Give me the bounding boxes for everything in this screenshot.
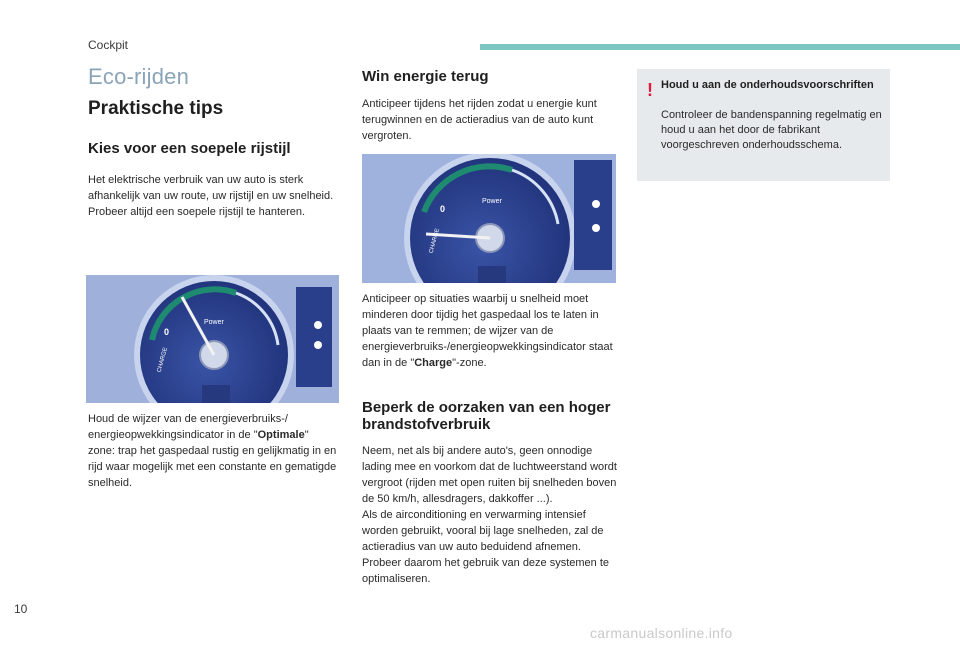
optimal-zone-paragraph [88, 411, 338, 491]
intro-paragraph: Het elektrische verbruik van uw auto is sterk afhankelijk van uw route, uw rijstijl en uw snelheid. Probeer altijd een soepele rijstijl te hanteren. [88, 174, 334, 218]
gauge-image-optimal [86, 275, 339, 403]
heading-practical-tips: Praktische tips [88, 98, 224, 119]
gauge-power-label: Power [204, 319, 224, 326]
header-accent-bar [480, 44, 960, 50]
optimal-text-before: Houd de wijzer van de energieverbruiks-/ energieopwekkingsindicator in de " [88, 413, 288, 441]
heading-smooth-driving: Kies voor een soepele rijstijl [88, 140, 291, 157]
optimal-bold: Optimale [257, 429, 305, 441]
watermark: carmanualsonline.info [590, 625, 733, 641]
recover-paragraph: Anticipeer tijdens het rijden zodat u energie kunt terugwinnen en de actieradius van de auto kunt vergroten. [362, 98, 597, 142]
gauge-power-label: Power [482, 198, 502, 205]
warning-icon: ! [647, 80, 653, 100]
charge-text-before: Anticipeer op situaties waarbij u snelheid moet minderen door tijdig het gaspedaal los te laten in plaats van te remmen; de wijzer van de energieverbruiks-/energieopwekkingsindicator staat dan in de " [362, 293, 613, 369]
gauge-image-charge [362, 154, 616, 283]
page-number: 10 [14, 602, 28, 616]
warning-body: Controleer de bandenspanning regelmatig en houd u aan het door de fabrikant voorgeschreven onderhoudsschema. [661, 109, 882, 151]
optimal-text-after: " zone: trap het gaspedaal rustig en gelijkmatig in en rijd waar mogelijk met een constante en gematigde snelheid. [88, 429, 337, 489]
charge-text-after: "-zone. [452, 357, 487, 369]
gauge-charge-label: CHARGE [428, 227, 442, 255]
charge-zone-paragraph [362, 291, 618, 371]
section-label: Cockpit [88, 38, 129, 52]
reduce-consumption-paragraph: Neem, net als bij andere auto's, geen onnodige lading mee en voorkom dat de luchtweerstand wordt vergroot (rijden met open ruiten bij snelheden boven de 50 km/h, allesdragers, dakkoffer ...). Als de airconditioning en verwarming intensief worden gebruikt, vooral bij lage snelheden, zal de actieradius van uw auto beduidend afnemen. Probeer daarom het gebruik van deze systemen te optimaliseren. [362, 445, 617, 585]
warning-title: Houd u aan de onderhoudsvoorschriften [661, 79, 874, 91]
gauge-zero-label: 0 [164, 327, 170, 337]
page-title: Eco-rijden [88, 64, 190, 89]
gauge-charge-label: CHARGE [156, 346, 170, 374]
heading-recover-energy: Win energie terug [362, 68, 489, 85]
heading-reduce-consumption: Beperk de oorzaken van een hoger brandstofverbruik [362, 399, 611, 433]
gauge-zero-label: 0 [440, 204, 446, 214]
charge-bold: Charge [414, 357, 453, 369]
